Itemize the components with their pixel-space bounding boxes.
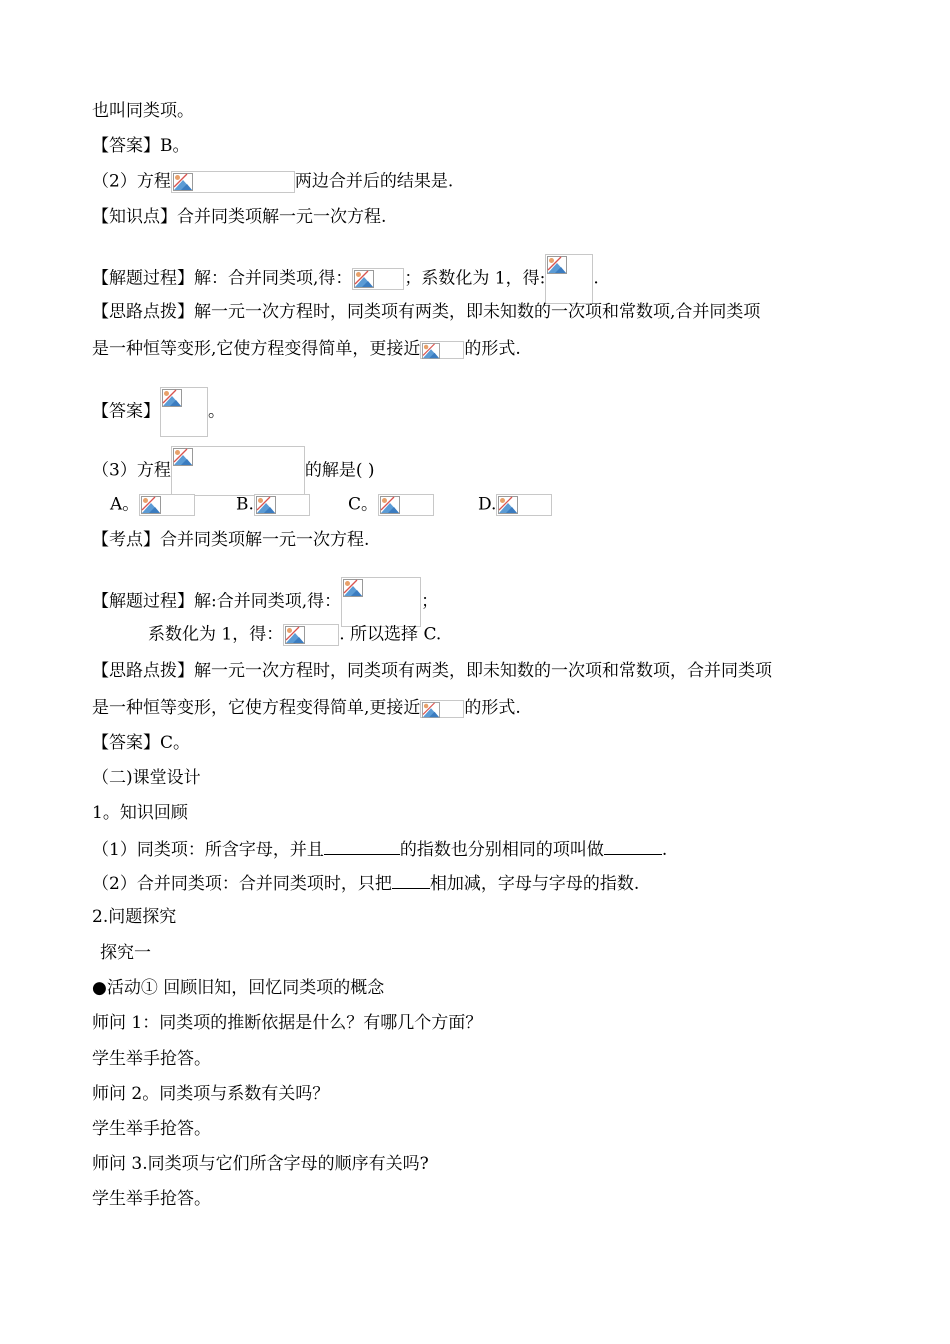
section-heading <box>92 803 188 823</box>
text: 师问 1：同类项的推断依据是什么？有哪几个方面？ <box>92 1013 483 1033</box>
teacher-question <box>92 1154 429 1174</box>
broken-image-icon <box>285 626 305 644</box>
option-b <box>236 494 310 516</box>
equation-image <box>352 268 404 290</box>
text: 的解是( ) <box>304 460 375 481</box>
broken-image-icon <box>422 343 440 359</box>
text: ； <box>421 591 439 612</box>
text: 师问 3.同类项与它们所含字母的顺序有关吗? <box>92 1154 429 1174</box>
broken-image-icon <box>343 579 363 597</box>
question-3 <box>92 446 375 496</box>
text: 【答案】 <box>92 401 160 422</box>
broken-image-icon <box>173 448 193 466</box>
option-label: C。 <box>348 494 379 515</box>
equation-image <box>496 494 552 516</box>
text: 的指数也分别相同的项叫做 <box>399 840 604 860</box>
broken-image-icon <box>498 496 518 514</box>
equation-image <box>341 577 421 627</box>
option-label: A。 <box>110 494 140 515</box>
solution-process <box>148 624 441 646</box>
text-line <box>92 101 194 121</box>
equation-image <box>545 254 593 304</box>
fill-blank-line <box>92 872 639 894</box>
text: . <box>593 268 599 289</box>
text: 【解题过程】解:合并同类项,得： <box>92 591 342 612</box>
text: 【解题过程】解：合并同类项,得： <box>92 268 353 289</box>
text: 2.问题探究 <box>92 907 177 927</box>
knowledge-point <box>92 207 386 227</box>
text: 相加减，字母与字母的指数. <box>429 874 640 894</box>
text: （2）方程 <box>92 171 171 192</box>
broken-image-icon <box>141 496 161 514</box>
option-a <box>110 494 195 516</box>
subsection-heading <box>100 943 151 963</box>
equation-image <box>254 494 310 516</box>
student-response <box>92 1049 211 1069</box>
text: 两边合并后的结果是. <box>294 171 454 192</box>
broken-image-icon <box>256 496 276 514</box>
text: 【答案】B。 <box>92 136 190 156</box>
text: . 所以选择 C. <box>339 624 442 645</box>
section-heading <box>92 907 176 927</box>
text: （1）同类项：所含字母，并且 <box>92 840 324 860</box>
text: 的形式. <box>464 698 521 718</box>
text: . <box>661 840 668 860</box>
broken-image-icon <box>162 389 182 407</box>
broken-image-icon <box>422 702 440 718</box>
answer-line <box>92 136 190 156</box>
hint-line <box>92 339 521 359</box>
teacher-question <box>92 1013 482 1033</box>
student-response <box>92 1119 211 1139</box>
text: 【思路点拨】解一元一次方程时，同类项有两类，即未知数的一次项和常数项,合并同类项 <box>92 302 761 322</box>
text: 学生举手抢答。 <box>92 1189 211 1209</box>
text: （3）方程 <box>92 460 171 481</box>
solution-process <box>92 577 438 627</box>
hint-line <box>92 302 760 322</box>
text: （二)课堂设计 <box>92 768 201 788</box>
broken-image-icon <box>354 270 374 288</box>
question-2 <box>92 171 453 193</box>
answer-line <box>92 733 190 753</box>
hint-line <box>92 661 772 681</box>
student-response <box>92 1189 211 1209</box>
equation-image <box>378 494 434 516</box>
text: 1。知识回顾 <box>92 803 188 823</box>
text: 。 <box>208 401 225 422</box>
equation-image <box>171 171 295 193</box>
text: 【答案】C。 <box>92 733 191 753</box>
option-label: D. <box>478 494 497 515</box>
text: 的形式. <box>464 339 521 359</box>
exam-point <box>92 530 369 550</box>
text: ●活动① 回顾旧知，回忆同类项的概念 <box>92 978 385 998</box>
equation-image <box>420 341 464 359</box>
option-c <box>348 494 434 516</box>
text: 【考点】合并同类项解一元一次方程. <box>92 530 370 550</box>
solution-process <box>92 254 599 304</box>
text: 系数化为 1，得： <box>148 624 284 645</box>
text: 是一种恒等变形，它使方程变得简单,更接近 <box>92 698 421 718</box>
equation-image <box>171 446 305 496</box>
equation-image <box>283 624 339 646</box>
blank <box>604 838 662 855</box>
text: 师问 2。同类项与系数有关吗？ <box>92 1084 330 1104</box>
hint-line <box>92 698 521 718</box>
broken-image-icon <box>380 496 400 514</box>
blank <box>392 872 430 889</box>
text: 是一种恒等变形,它使方程变得简单，更接近 <box>92 339 421 359</box>
text: （2）合并同类项：合并同类项时，只把 <box>92 874 392 894</box>
text: 学生举手抢答。 <box>92 1049 211 1069</box>
equation-image <box>139 494 195 516</box>
broken-image-icon <box>547 256 567 274</box>
activity-line <box>92 978 384 998</box>
blank <box>324 838 400 855</box>
option-d <box>478 494 552 516</box>
text: 【知识点】合并同类项解一元一次方程. <box>92 207 387 227</box>
text: ；系数化为 1，得: <box>404 268 546 289</box>
equation-image <box>160 387 208 437</box>
option-label: B. <box>236 494 254 515</box>
text: 也叫同类项。 <box>92 101 194 121</box>
teacher-question <box>92 1084 329 1104</box>
section-heading <box>92 768 201 788</box>
equation-image <box>420 700 464 718</box>
broken-image-icon <box>173 173 193 191</box>
text: 探究一 <box>100 943 151 963</box>
text: 学生举手抢答。 <box>92 1119 211 1139</box>
fill-blank-line <box>92 838 667 860</box>
answer-line <box>92 387 225 437</box>
text: 【思路点拨】解一元一次方程时，同类项有两类，即未知数的一次项和常数项，合并同类项 <box>92 661 772 681</box>
